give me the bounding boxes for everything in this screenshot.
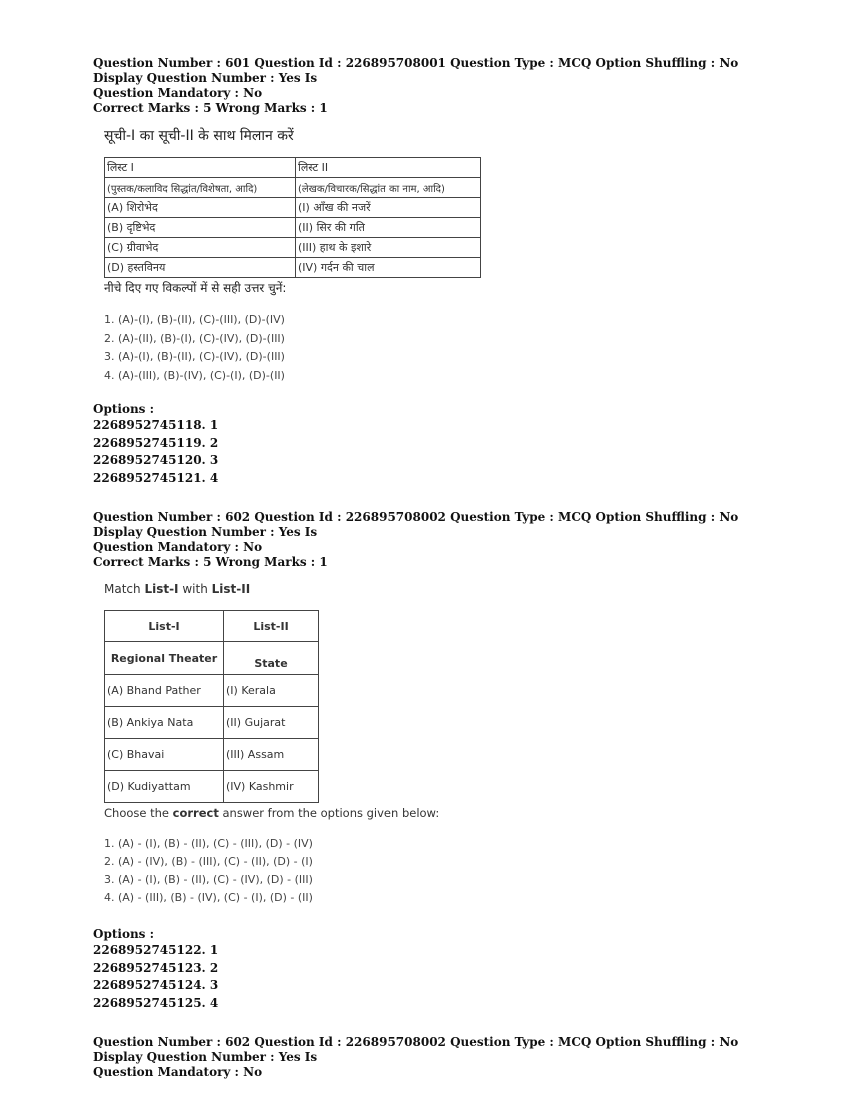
table-cell: Regional Theater bbox=[105, 642, 224, 675]
table-cell: (D) Kudiyattam bbox=[105, 771, 224, 803]
answer-choice: 1. (A) - (I), (B) - (II), (C) - (III), (D) - (IV) bbox=[104, 837, 313, 850]
table-row bbox=[105, 611, 319, 642]
table-row bbox=[105, 218, 481, 238]
options-title: Options : bbox=[93, 927, 155, 941]
answer-choice: 2. (A) - (IV), (B) - (III), (C) - (II), (D) - (I) bbox=[104, 855, 313, 868]
answer-choice: 3. (A) - (I), (B) - (II), (C) - (IV), (D) - (III) bbox=[104, 873, 313, 886]
table-cell: (B) दृष्टिभेद bbox=[105, 218, 296, 238]
question-meta-line: Question Mandatory : No bbox=[93, 86, 263, 100]
question-meta-line: Question Number : 602 Question Id : 226895708002 Question Type : MCQ Option Shuffling : No Display Question Number : Yes Is bbox=[93, 510, 739, 539]
question-meta-line: Question Mandatory : No bbox=[93, 540, 263, 554]
answer-choices bbox=[104, 835, 313, 907]
question-meta-line: Question Number : 602 Question Id : 226895708002 Question Type : MCQ Option Shuffling : No Display Question Number : Yes Is bbox=[93, 1035, 739, 1064]
table-row bbox=[105, 771, 319, 803]
option-item: 2268952745122. 1 bbox=[93, 943, 219, 957]
table-cell: लिस्ट I bbox=[105, 158, 296, 178]
table-cell: (D) हस्तविनय bbox=[105, 258, 296, 278]
table-cell: (लेखक/विचारक/सिद्धांत का नाम, आदि) bbox=[296, 178, 481, 198]
table-cell: (C) ग्रीवाभेद bbox=[105, 238, 296, 258]
table-row bbox=[105, 198, 481, 218]
option-item: 2268952745119. 2 bbox=[93, 435, 219, 450]
table-row bbox=[105, 707, 319, 739]
table-cell: (I) आँख की नजरें bbox=[296, 198, 481, 218]
table-cell: लिस्ट II bbox=[296, 158, 481, 178]
table-cell: (पुस्तक/कलाविद सिद्धांत/विशेषता, आदि) bbox=[105, 178, 296, 198]
answer-choice: 3. (A)-(I), (B)-(II), (C)-(IV), (D)-(III) bbox=[104, 350, 285, 363]
option-item: 2268952745120. 3 bbox=[93, 453, 219, 467]
option-item: 2268952745123. 2 bbox=[93, 960, 219, 975]
question-prompt bbox=[104, 582, 250, 596]
answer-choice: 4. (A) - (III), (B) - (IV), (C) - (I), (D) - (II) bbox=[104, 891, 313, 904]
table-cell: (IV) गर्दन की चाल bbox=[296, 258, 481, 278]
prompt-text: with bbox=[178, 582, 212, 596]
match-table bbox=[104, 157, 481, 278]
question-meta-line: Question Number : 601 Question Id : 226895708001 Question Type : MCQ Option Shuffling : No Display Question Number : Yes Is bbox=[93, 56, 739, 85]
prompt-text: Match bbox=[104, 582, 145, 596]
table-cell: (II) Gujarat bbox=[224, 707, 319, 739]
answer-choice: 1. (A)-(I), (B)-(II), (C)-(III), (D)-(IV) bbox=[104, 313, 285, 326]
question-602-meta bbox=[93, 510, 773, 570]
options-list bbox=[93, 926, 218, 1012]
instruction-bold: correct bbox=[172, 806, 219, 820]
question-instruction bbox=[104, 806, 439, 820]
table-cell: (B) Ankiya Nata bbox=[105, 707, 224, 739]
table-cell: List-II bbox=[224, 611, 319, 642]
question-meta-line: Question Mandatory : No bbox=[93, 1065, 263, 1079]
table-row bbox=[105, 739, 319, 771]
table-cell: State bbox=[224, 642, 319, 675]
option-item: 2268952745125. 4 bbox=[93, 995, 219, 1010]
table-cell: (III) हाथ के इशारे bbox=[296, 238, 481, 258]
answer-choices bbox=[104, 311, 285, 385]
table-cell: (IV) Kashmir bbox=[224, 771, 319, 803]
option-item: 2268952745121. 4 bbox=[93, 470, 219, 485]
table-cell: (C) Bhavai bbox=[105, 739, 224, 771]
table-row bbox=[105, 258, 481, 278]
prompt-bold: List-II bbox=[211, 582, 251, 596]
question-marks: Correct Marks : 5 Wrong Marks : 1 bbox=[93, 101, 328, 115]
match-table bbox=[104, 610, 319, 803]
options-list bbox=[93, 401, 218, 487]
answer-choice: 4. (A)-(III), (B)-(IV), (C)-(I), (D)-(II) bbox=[104, 368, 285, 382]
table-row bbox=[105, 238, 481, 258]
question-601-meta bbox=[93, 56, 773, 116]
question-instruction: नीचे दिए गए विकल्पों में से सही उत्तर चुनें: bbox=[104, 281, 287, 295]
options-title: Options : bbox=[93, 402, 155, 416]
table-row bbox=[105, 158, 481, 178]
prompt-bold: List-I bbox=[144, 582, 179, 596]
question-prompt: सूची-I का सूची-II के साथ मिलान करें bbox=[104, 128, 294, 144]
table-row bbox=[105, 642, 319, 675]
table-cell: (III) Assam bbox=[224, 739, 319, 771]
table-cell: List-I bbox=[105, 611, 224, 642]
question-602b-meta bbox=[93, 1035, 773, 1080]
answer-choice: 2. (A)-(II), (B)-(I), (C)-(IV), (D)-(III) bbox=[104, 331, 285, 345]
option-item: 2268952745118. 1 bbox=[93, 418, 219, 432]
table-cell: (A) शिरोभेद bbox=[105, 198, 296, 218]
instruction-text: answer from the options given below: bbox=[218, 806, 440, 820]
question-marks: Correct Marks : 5 Wrong Marks : 1 bbox=[93, 555, 328, 569]
table-cell: (II) सिर की गति bbox=[296, 218, 481, 238]
option-item: 2268952745124. 3 bbox=[93, 978, 219, 992]
table-cell: (I) Kerala bbox=[224, 675, 319, 707]
table-row bbox=[105, 675, 319, 707]
table-cell: (A) Bhand Pather bbox=[105, 675, 224, 707]
table-row bbox=[105, 178, 481, 198]
instruction-text: Choose the bbox=[104, 806, 173, 820]
